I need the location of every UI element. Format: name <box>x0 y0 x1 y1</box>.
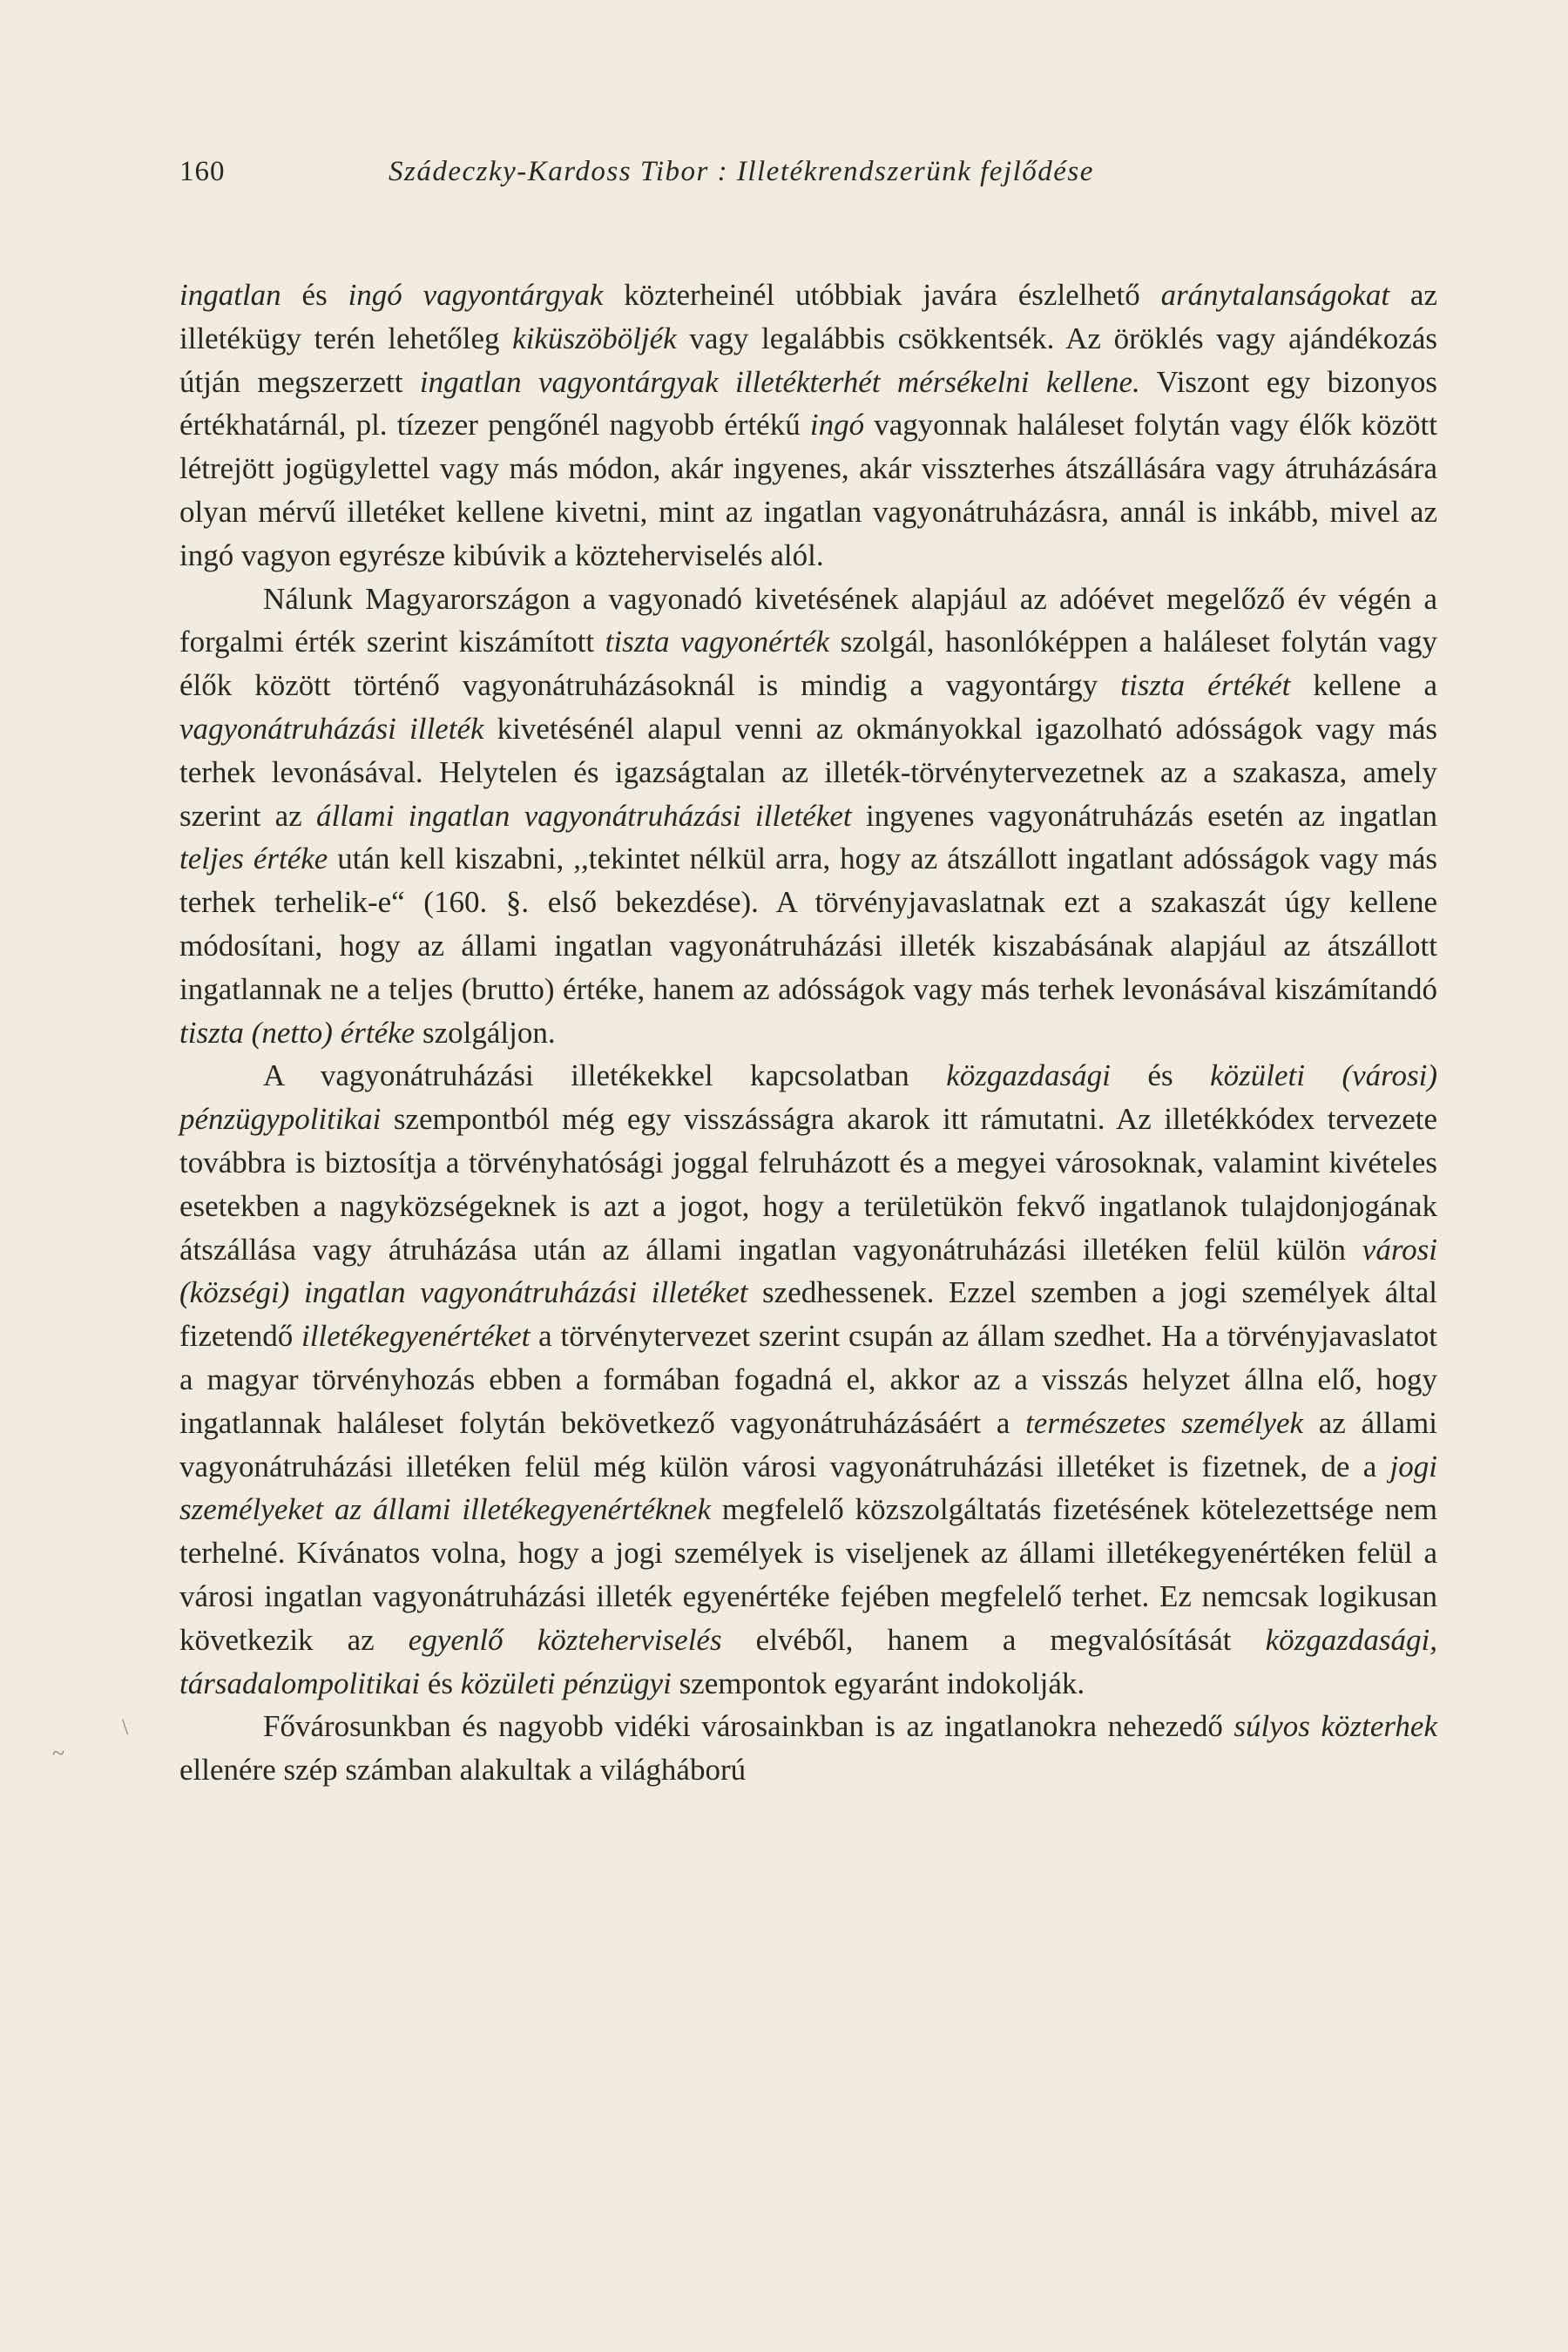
emphasized-text: városi (községi) ingatlan vagyonátruházási illetéket <box>179 1232 1437 1310</box>
text-run: A vagyonátruházási illetékekkel kapcsolatban <box>263 1058 947 1093</box>
text-run: a törvénytervezet szerint csupán az állam szedhet. Ha a törvényjavaslatot a magyar törvényhozás ebben a formában fogadná el, akkor az a visszás helyzet állna elő, hogy ingatlannak haláleset folytán bekövetkező vagyonátruházásáért a <box>179 1319 1437 1440</box>
emphasized-text: jogi személyeket az állami illetékegyenértéknek <box>179 1449 1437 1527</box>
text-run: elvéből, hanem a megvalósítását <box>721 1622 1266 1657</box>
page-header <box>179 150 1434 193</box>
text-run: és <box>280 278 348 312</box>
emphasized-text: egyenlő közteherviselés <box>408 1622 722 1657</box>
emphasized-text: ingatlan <box>179 278 281 312</box>
text-run: Viszont egy bizonyos értékhatárnál, pl. tízezer pengőnél nagyobb értékű <box>179 364 1437 443</box>
text-run: közterheinél utóbbiak javára észlelhető <box>603 278 1161 312</box>
page-number: 160 <box>179 156 226 187</box>
paragraph <box>179 1054 1437 1705</box>
text-run: vagyonnak haláleset folytán vagy élők között létrejött jogügylettel vagy más módon, akár ingyenes, akár visszterhes átszállására vagy átruházására olyan mérvű illetéket kellene kivetni, mint az ingatlan vagyonátruházásra, annál is inkább, mivel az ingó vagyon egyrésze kibúvik a közteherviselés alól. <box>179 408 1437 572</box>
emphasized-text: súlyos közterhek <box>1233 1709 1437 1744</box>
text-run: szempontok egyaránt indokolják. <box>671 1666 1085 1700</box>
text-run: és <box>1110 1058 1211 1093</box>
emphasized-text: tiszta értékét <box>1120 668 1291 703</box>
emphasized-text: közületi (városi) pénzügypolitikai <box>179 1058 1438 1137</box>
emphasized-text: tiszta vagyonérték <box>605 625 830 659</box>
text-run: szedhessenek. Ezzel szemben a jogi személyek által fizetendő <box>179 1275 1438 1354</box>
emphasized-text: ingó vagyontárgyak <box>348 278 604 312</box>
emphasized-text: természetes személyek <box>1025 1405 1304 1440</box>
text-run: kellene a <box>1290 668 1437 703</box>
text-run: után kell kiszabni, ,,tekintet nélkül arra, hogy az átszállott ingatlant adósságok vagy más terhek terhelik-e“ (160. §. első bekezdése). A törvényjavaslatnak ezt a szakaszát úgy kellene módosítani, hogy az állami ingatlan vagyonátruházási illeték kiszabásának alapjául az átszállott ingatlannak ne a teljes (brutto) értéke, hanem az adósságok vagy más terhek levonásával kiszámítandó <box>179 841 1437 1006</box>
text-run: vagy legalábbis csökkentsék. Az öröklés vagy ajándékozás útján megszerzett <box>179 321 1437 399</box>
paragraph <box>179 578 1437 1055</box>
paragraph <box>179 1705 1437 1792</box>
emphasized-text: vagyonátruházási illeték <box>179 711 484 746</box>
emphasized-text: közületi pénzügyi <box>460 1666 672 1700</box>
emphasized-text: teljes értéke <box>179 841 328 876</box>
emphasized-text: ingatlan vagyontárgyak illetékterhét mérsékelni kellene. <box>419 364 1140 399</box>
text-run: szolgáljon. <box>415 1015 556 1050</box>
emphasized-text: közgazdasági <box>946 1058 1111 1093</box>
emphasized-text: közgazdasági, társadalompolitikai <box>179 1622 1437 1700</box>
emphasized-text: állami ingatlan vagyonátruházási illetéket <box>315 798 852 833</box>
text-run: szolgál, hasonlóképpen a haláleset folytán vagy élők között történő vagyonátruházásoknál is mindig a vagyontárgy <box>179 625 1438 703</box>
text-run: és <box>420 1666 461 1700</box>
paragraph <box>179 274 1437 578</box>
text-run: az állami vagyonátruházási illetéken felül még külön városi vagyonátruházási illetéket is fizetnek, de a <box>179 1405 1437 1484</box>
text-run: szempontból még egy visszásságra akarok itt rámutatni. Az illetékkódex tervezete továbbra is biztosítja a törvényhatósági joggal felruházott és a megyei városoknak, valamint kivételes esetekben a nagyközségeknek is azt a jogot, hogy a területükön fekvő ingatlanok tulajdonjogának átszállása vagy átruházása után az állami ingatlan vagyonátruházási illetéken felül külön <box>179 1102 1437 1267</box>
margin-dash: ~ <box>52 1740 65 1766</box>
body-text <box>179 274 1437 1792</box>
text-run: ingyenes vagyonátruházás esetén az ingatlan <box>851 798 1437 833</box>
text-run: Nálunk Magyarországon a vagyonadó kivetésének alapjául az adóévet megelőző év végén a forgalmi érték szerint kiszámított <box>179 581 1437 659</box>
emphasized-text: aránytalanságokat <box>1160 278 1390 312</box>
margin-mark: \ <box>122 1714 129 1740</box>
text-run: Fővárosunkban és nagyobb vidéki városainkban is az ingatlanokra nehezedő <box>263 1709 1234 1744</box>
text-run: az illetékügy terén lehetőleg <box>179 278 1437 355</box>
text-run: megfelelő közszolgáltatás fizetésének kötelezettsége nem terhelné. Kívánatos volna, hogy a jogi személyek is viseljenek az állami illetékegyenértéken felül a városi ingatlan vagyonátruházási illeték egyenértéke fejében megfelelő terhet. Ez nemcsak logikusan következik az <box>179 1492 1437 1657</box>
running-title: Szádeczky-Kardoss Tibor : Illetékrendszerünk fejlődése <box>389 156 1094 187</box>
text-run: kivetésénél alapul venni az okmányokkal igazolható adósságok vagy más terhek levonásával. Helytelen és igazságtalan az illeték-törvénytervezetnek az a szakasza, amely szerint az <box>179 711 1437 833</box>
emphasized-text: kiküszöböljék <box>512 321 677 355</box>
text-run: ellenére szép számban alakultak a világháború <box>179 1753 747 1788</box>
emphasized-text: ingó <box>809 408 865 443</box>
emphasized-text: tiszta (netto) értéke <box>179 1015 416 1050</box>
emphasized-text: illetékegyenértéket <box>301 1319 531 1354</box>
